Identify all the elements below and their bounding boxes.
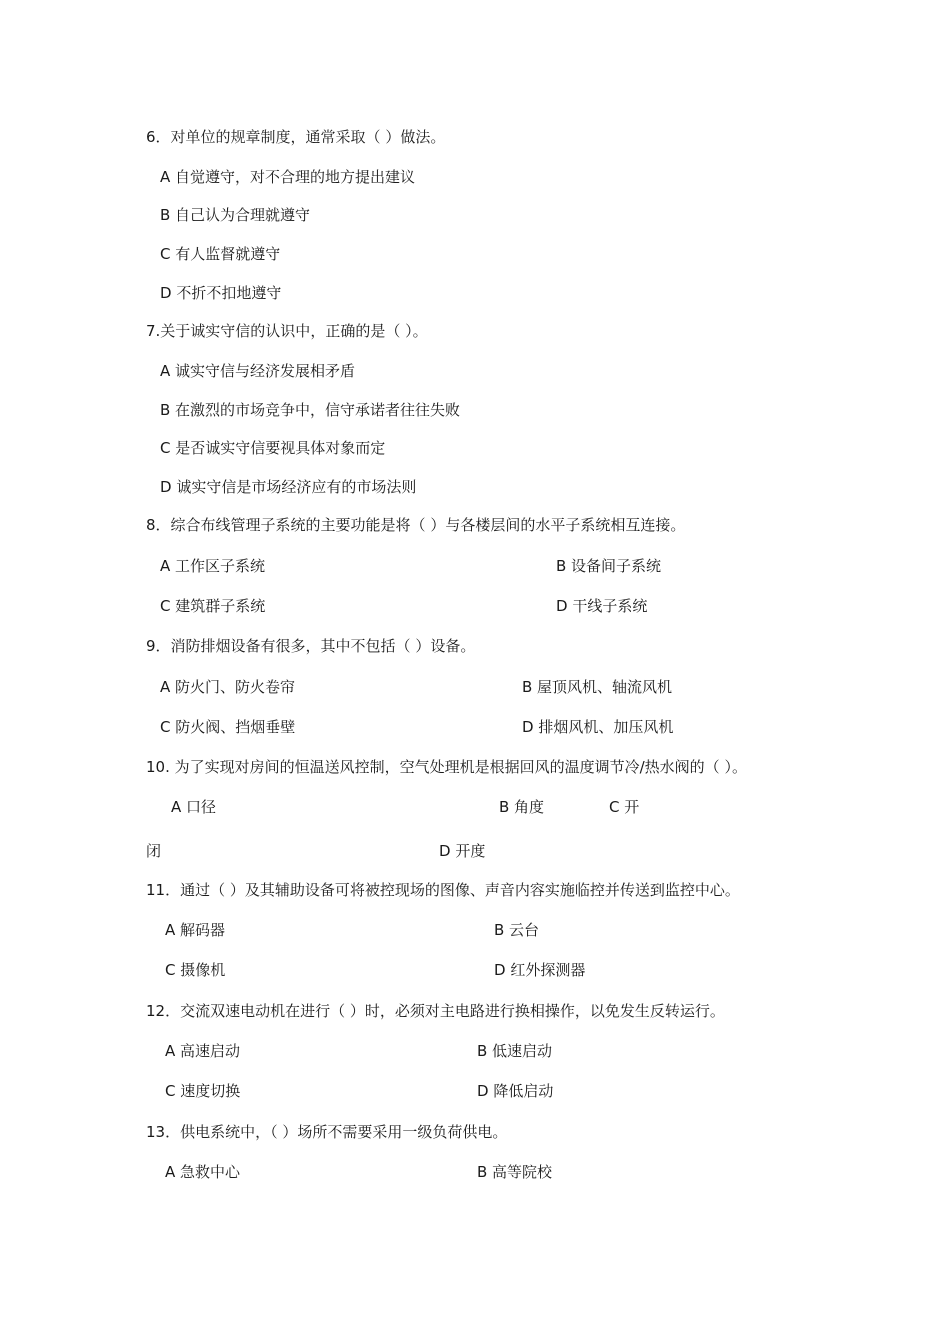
question-9-option-a: A 防火门、防火卷帘	[160, 678, 296, 696]
question-10-option-d: D 开度	[439, 842, 486, 860]
question-6-stem: 6．对单位的规章制度，通常采取（ ）做法。	[146, 128, 446, 146]
question-11-option-d: D 红外探测器	[494, 961, 586, 979]
question-9-option-c: C 防火阀、挡烟垂壁	[160, 718, 296, 736]
question-12-option-b: B 低速启动	[477, 1042, 553, 1060]
question-8-stem: 8．综合布线管理子系统的主要功能是将（ ）与各楼层间的水平子系统相互连接。	[146, 516, 686, 534]
question-7-option-a: A 诚实守信与经济发展相矛盾	[160, 362, 356, 380]
question-9-option-d: D 排烟风机、加压风机	[522, 718, 674, 736]
question-8-option-a: A 工作区子系统	[160, 557, 266, 575]
question-11-option-c: C 摄像机	[165, 961, 226, 979]
question-12-stem: 12．交流双速电动机在进行（ ）时，必须对主电路进行换相操作，以免发生反转运行。	[146, 1002, 725, 1020]
question-10-option-c-wrap: 闭	[146, 842, 162, 860]
question-10-option-c: C 开	[609, 798, 640, 816]
question-6-option-a: A 自觉遵守，对不合理的地方提出建议	[160, 168, 416, 186]
question-10-stem: 10. 为了实现对房间的恒温送风控制，空气处理机是根据回风的温度调节冷/热水阀的（ ）。	[146, 758, 747, 776]
question-12-option-a: A 高速启动	[165, 1042, 241, 1060]
question-6-option-c: C 有人监督就遵守	[160, 245, 281, 263]
question-10-option-a: A 口径	[171, 798, 217, 816]
question-11-stem: 11．通过（ ）及其辅助设备可将被控现场的图像、声音内容实施临控并传送到监控中心。	[146, 881, 740, 899]
question-6-option-d: D 不折不扣地遵守	[160, 284, 282, 302]
question-6-option-b: B 自己认为合理就遵守	[160, 206, 311, 224]
question-8-option-d: D 干线子系统	[556, 597, 648, 615]
question-11-option-b: B 云台	[494, 921, 540, 939]
question-12-option-d: D 降低启动	[477, 1082, 554, 1100]
question-11-option-a: A 解码器	[165, 921, 226, 939]
question-8-option-b: B 设备间子系统	[556, 557, 662, 575]
question-7-stem: 7.关于诚实守信的认识中，正确的是（ ）。	[146, 322, 428, 340]
question-9-option-b: B 屋顶风机、轴流风机	[522, 678, 673, 696]
question-12-option-c: C 速度切换	[165, 1082, 241, 1100]
question-13-option-a: A 急救中心	[165, 1163, 241, 1181]
question-13-option-b: B 高等院校	[477, 1163, 553, 1181]
question-9-stem: 9．消防排烟设备有很多，其中不包括（ ）设备。	[146, 637, 476, 655]
question-7-option-c: C 是否诚实守信要视具体对象而定	[160, 439, 386, 457]
question-7-option-d: D 诚实守信是市场经济应有的市场法则	[160, 478, 417, 496]
question-13-stem: 13．供电系统中，（ ）场所不需要采用一级负荷供电。	[146, 1123, 508, 1141]
question-8-option-c: C 建筑群子系统	[160, 597, 266, 615]
question-10-option-b: B 角度	[499, 798, 545, 816]
question-7-option-b: B 在激烈的市场竞争中，信守承诺者往往失败	[160, 401, 461, 419]
